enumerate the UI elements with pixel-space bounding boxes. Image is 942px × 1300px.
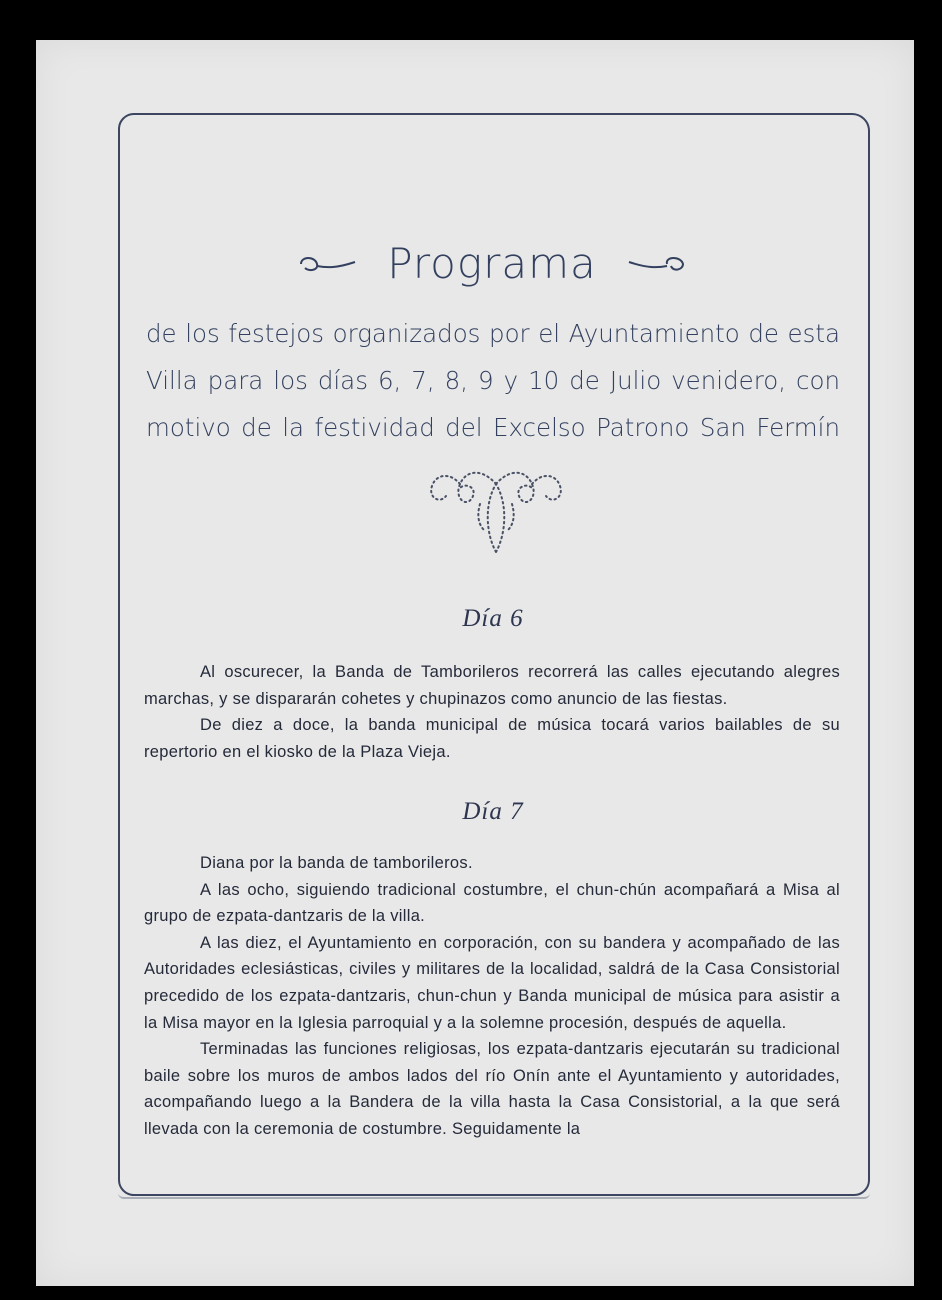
- day-7-heading: Día 7: [462, 798, 524, 825]
- paragraph: A las diez, el Ayuntamiento en corporación, con su bandera y acompañado de las Autoridades eclesiásticas, civiles y militares de la localidad, saldrá de la Casa Consistorial precedido de los ezpata-dantzaris, chun-chun y Banda municipal de música para asistir a la Misa mayor en la Iglesia parroquial y a la solemne procesión, después de aquella.: [144, 933, 840, 1032]
- paragraph: Terminadas las funciones religiosas, los ezpata-dantzaris ejecutarán su tradicional baile sobre los muros de ambos lados del río Onín ante el Ayuntamiento y autoridades, acompañando luego a la Bandera de la villa hasta la Casa Consistorial, a la que será llevada con la ceremonia de costumbre. Seguidamente la: [144, 1040, 840, 1138]
- paragraph: Al oscurecer, la Banda de Tamborileros recorrerá las calles ejecutando alegres marchas, y se dispararán cohetes y chupinazos como anuncio de las fiestas.: [144, 663, 840, 708]
- right-flourish-icon: [625, 252, 687, 276]
- dotted-ornament-icon: [426, 464, 566, 556]
- frame-bottom-line: [118, 1193, 870, 1199]
- day-7-text: [144, 850, 840, 1143]
- subtitle-line: Villa para los días 6, 7, 8, 9 y 10 de Julio venidero, con: [146, 366, 840, 395]
- title-text: Programa: [387, 239, 597, 288]
- subtitle-line: motivo de la festividad del Excelso Patrono San Fermín: [146, 413, 840, 442]
- paragraph: Diana por la banda de tamborileros.: [200, 854, 473, 872]
- subtitle-line: de los festejos organizados por el Ayuntamiento de esta: [146, 319, 840, 348]
- program-subtitle: [146, 310, 840, 451]
- paragraph: A las ocho, siguiendo tradicional costumbre, el chun-chún acompañará a Misa al grupo de ezpata-dantzaris de la villa.: [144, 880, 840, 926]
- program-title: [146, 236, 838, 290]
- day-6-text: [144, 659, 840, 765]
- left-flourish-icon: [297, 252, 359, 276]
- paragraph: De diez a doce, la banda municipal de música tocará varios bailables de su repertorio en el kiosko de la Plaza Vieja.: [144, 716, 840, 761]
- day-6-heading: Día 6: [462, 605, 524, 632]
